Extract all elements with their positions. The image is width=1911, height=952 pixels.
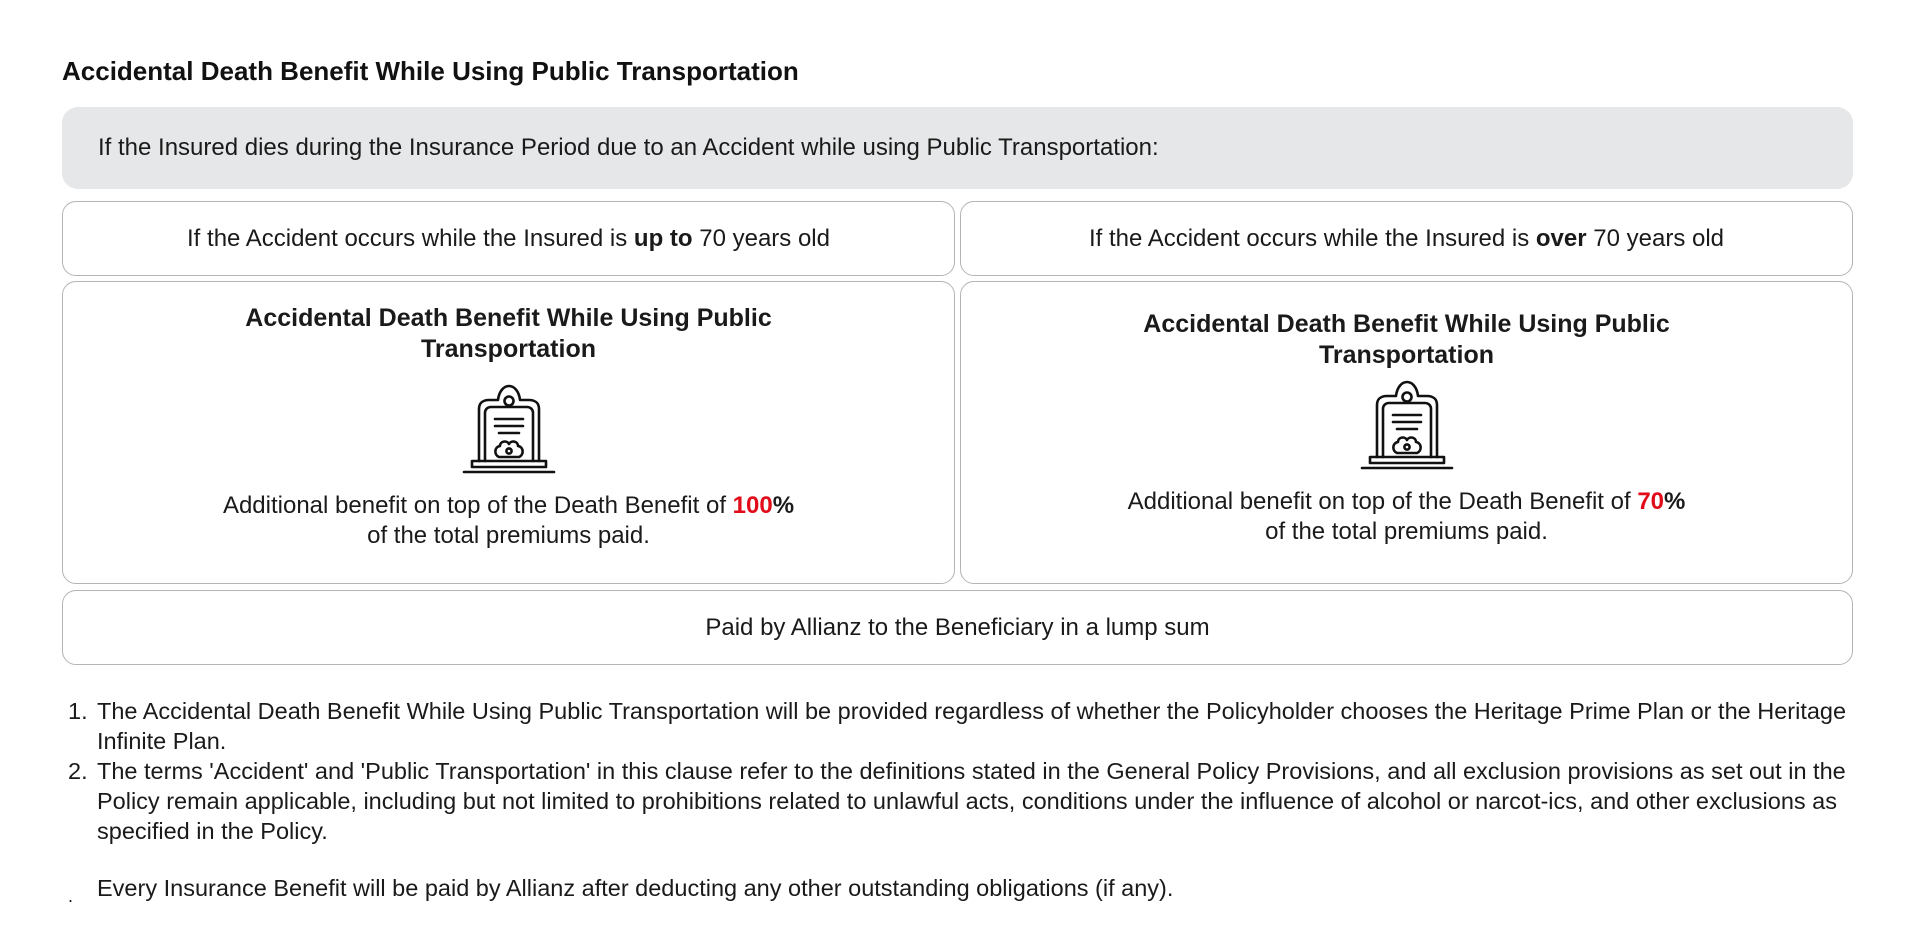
paid-by-text: Paid by Allianz to the Beneficiary in a lump sum — [705, 613, 1210, 641]
tombstone-icon — [461, 383, 557, 475]
percent-value: 70 — [1637, 488, 1665, 515]
benefit-right-title: Accidental Death Benefit While Using Public Transportation — [1143, 310, 1670, 369]
percent-value: 100 — [732, 492, 773, 519]
bullet: . — [68, 886, 74, 906]
condition-left — [62, 201, 955, 276]
intro-box — [62, 107, 1853, 189]
final-note — [62, 873, 1897, 906]
benefit-right-text: Additional benefit on top of the Death Benefit of 70% of the total premiums paid. — [1127, 488, 1686, 545]
tombstone-icon — [1359, 379, 1455, 471]
condition-right-text: If the Accident occurs while the Insured is over 70 years old — [1088, 224, 1725, 252]
benefit-left — [62, 281, 955, 584]
benefit-left-title: Accidental Death Benefit While Using Public Transportation — [245, 304, 772, 363]
condition-left-text: If the Accident occurs while the Insured is up to 70 years old — [187, 224, 830, 252]
intro-text: If the Insured dies during the Insurance Period due to an Accident while using Public Transportation: — [98, 134, 1159, 161]
page-title: Accidental Death Benefit While Using Public Transportation — [62, 56, 799, 86]
benefit-right — [960, 281, 1853, 584]
list-item: 1. The Accidental Death Benefit While Using Public Transportation will be provided regardless of whether the Policyholder chooses the Heritage Prime Plan or the Heritage Infinite Plan. — [68, 698, 1847, 754]
list-item: 2. The terms 'Accident' and 'Public Transportation' in this clause refer to the definitions stated in the General Policy Provisions, and all exclusion provisions as set out in the Policy remain applicable, including but not limited to prohibitions related to unlawful acts, conditions under the influence of alcohol or narcot-ics, and other exclusions as specified in the Policy. — [68, 758, 1846, 844]
benefit-left-text: Additional benefit on top of the Death Benefit of 100% of the total premiums paid. — [222, 492, 795, 549]
paid-by-box — [62, 590, 1853, 665]
final-note-text: Every Insurance Benefit will be paid by Allianz after deducting any other outstanding obligations (if any). — [97, 875, 1174, 901]
notes-list — [62, 696, 1862, 846]
condition-right — [960, 201, 1853, 276]
